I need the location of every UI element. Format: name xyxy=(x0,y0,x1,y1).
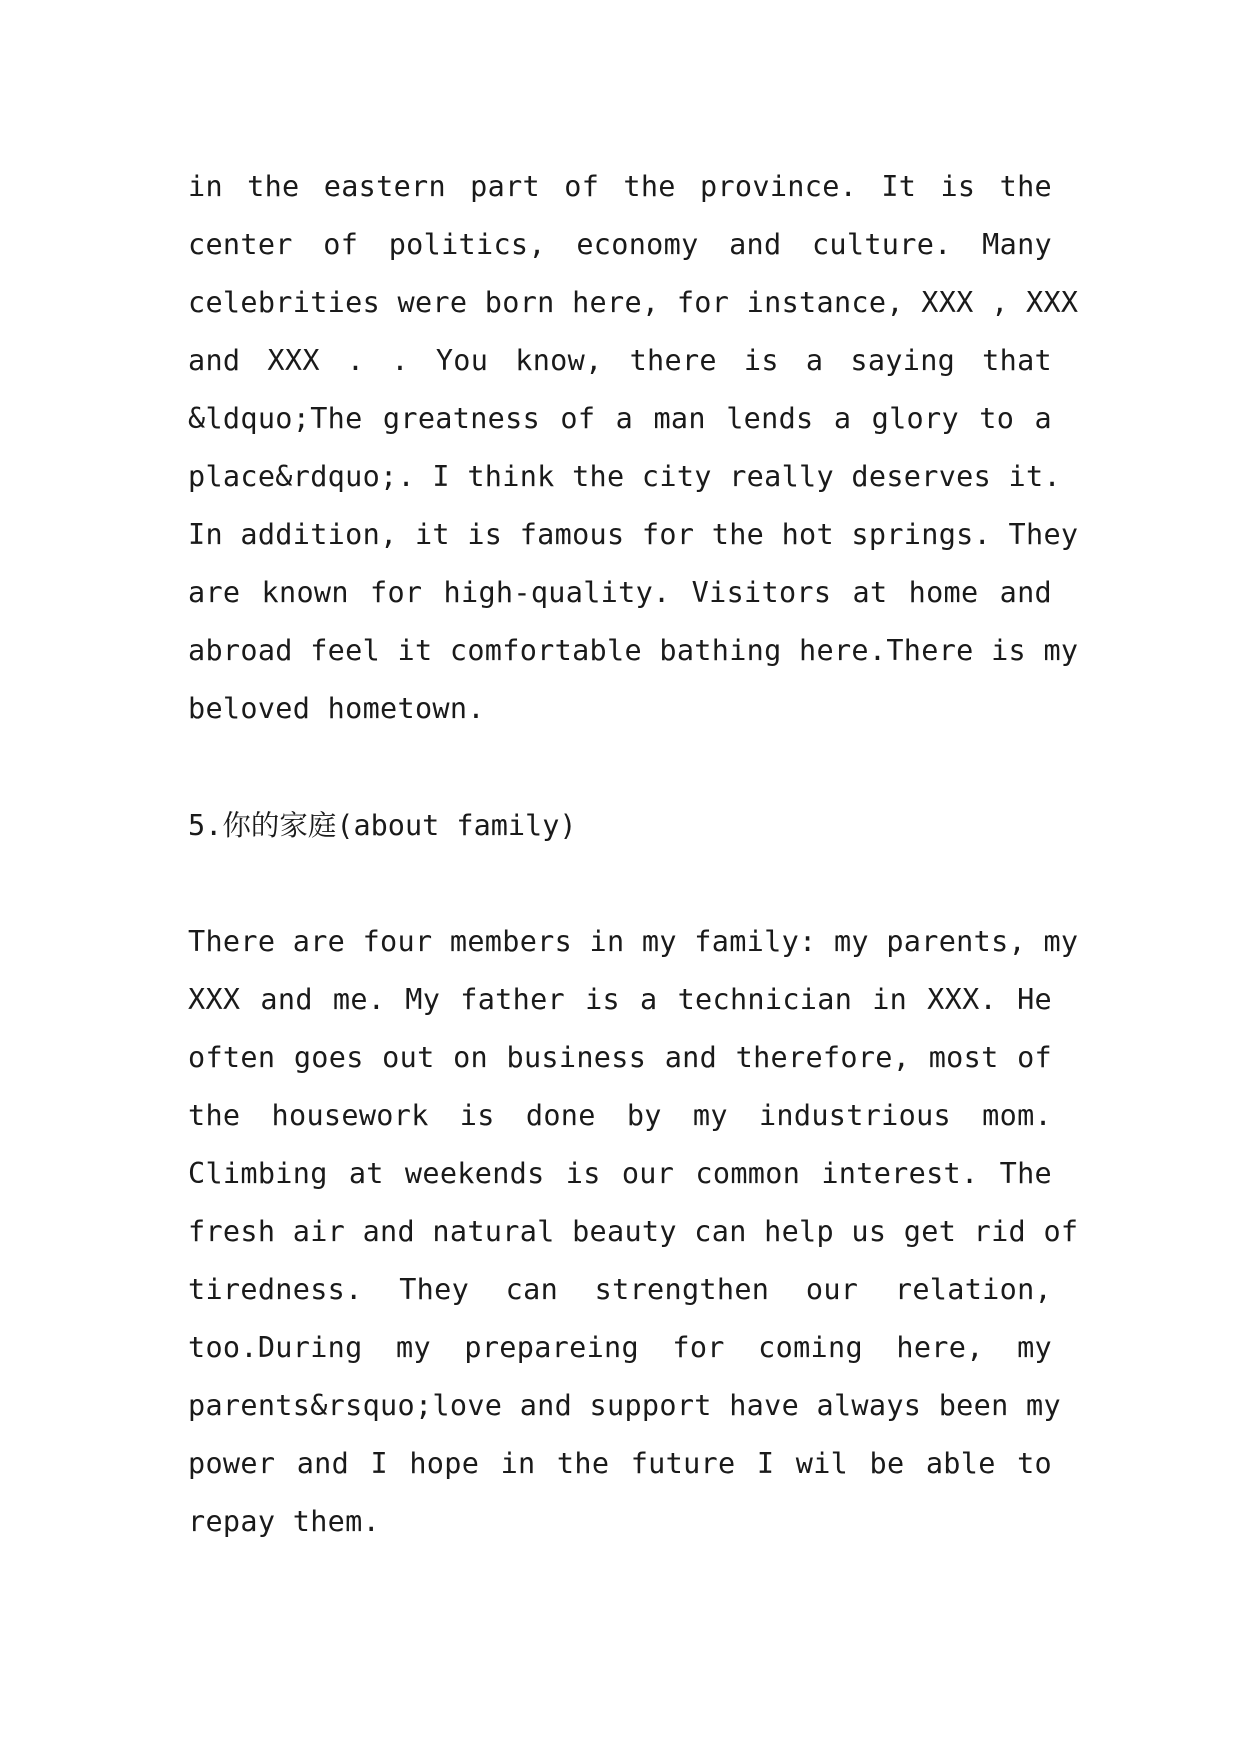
paragraph-line: beloved hometown. xyxy=(188,692,485,725)
paragraph-line: repay them. xyxy=(188,1505,381,1538)
paragraph-line: fresh air and natural beauty can help us get rid of xyxy=(188,1215,1079,1248)
paragraph-hometown xyxy=(188,158,1079,738)
paragraph-line: and XXX . . You know, there is a saying that xyxy=(188,344,1052,377)
paragraph-line: tiredness. They can strengthen our relation, xyxy=(188,1273,1052,1306)
paragraph-line: XXX and me. My father is a technician in XXX. He xyxy=(188,983,1052,1016)
paragraph-line: power and I hope in the future I wil be able to xyxy=(188,1447,1052,1480)
paragraph-line: are known for high-quality. Visitors at home and xyxy=(188,576,1052,609)
paragraph-line: celebrities were born here, for instance, XXX , XXX xyxy=(188,286,1079,319)
paragraph-line: place&rdquo;. I think the city really deserves it. xyxy=(188,460,1061,493)
paragraph-line: There are four members in my family: my parents, my xyxy=(188,925,1079,958)
paragraph-family xyxy=(188,913,1079,1551)
paragraph-line: too.During my prepareing for coming here, my xyxy=(188,1331,1052,1364)
paragraph-line: abroad feel it comfortable bathing here.There is my xyxy=(188,634,1079,667)
paragraph-line: parents&rsquo;love and support have always been my xyxy=(188,1389,1061,1422)
paragraph-line: &ldquo;The greatness of a man lends a glory to a xyxy=(188,402,1052,435)
paragraph-line: often goes out on business and therefore, most of xyxy=(188,1041,1052,1074)
paragraph-line: In addition, it is famous for the hot springs. They xyxy=(188,518,1079,551)
section-heading: 5.你的家庭(about family) xyxy=(188,809,577,842)
paragraph-line: center of politics, economy and culture. Many xyxy=(188,228,1052,261)
paragraph-line: in the eastern part of the province. It is the xyxy=(188,170,1052,203)
paragraph-line: the housework is done by my industrious mom. xyxy=(188,1099,1052,1132)
paragraph-line: Climbing at weekends is our common interest. The xyxy=(188,1157,1052,1190)
